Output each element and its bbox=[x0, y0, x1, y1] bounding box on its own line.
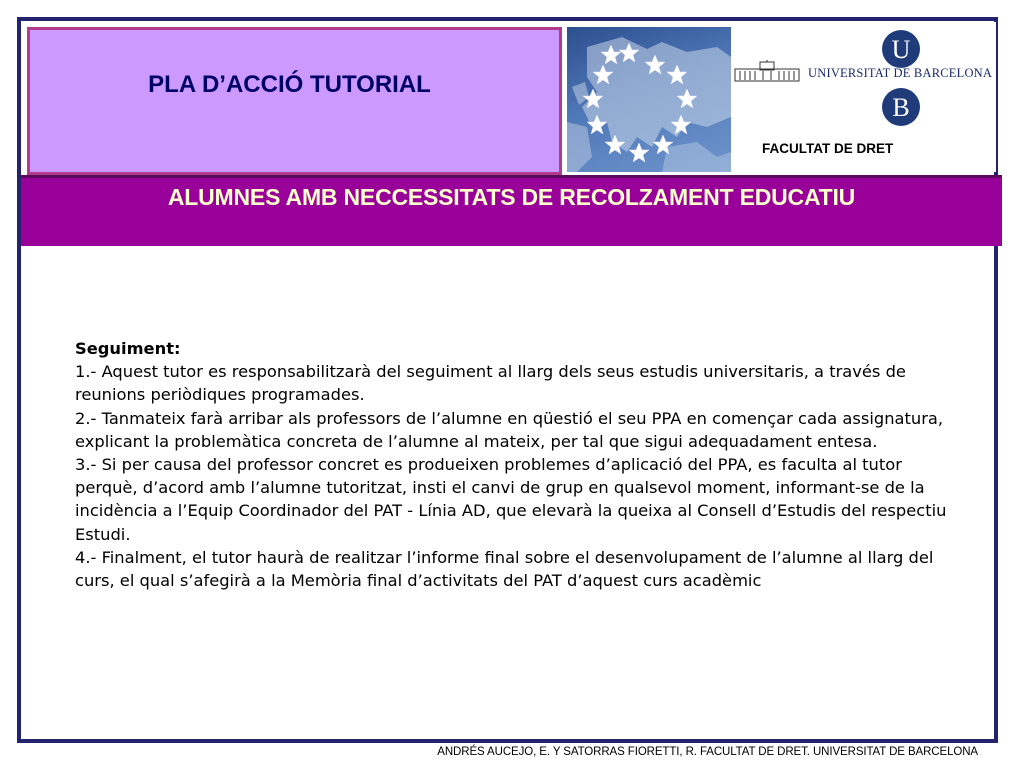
content-item-3: 3.- Si per causa del professor concret es produeixen problemes d’aplicació del PPA, es faculta al tutor perquè, d’acord amb l’alumne tutoritzat, insti el canvi de grup en qualsevol moment, informant-se de la incidència a l’Equip Coordinador del PAT - Línia AD, que elevarà la queixa al Consell d’Estudis del respectiu Estudi. bbox=[75, 455, 947, 544]
title-box bbox=[27, 27, 562, 175]
faculty-name: FACULTAT DE DRET bbox=[762, 141, 894, 156]
svg-text:U: U bbox=[891, 35, 911, 64]
content-heading: Seguiment: bbox=[75, 339, 181, 358]
footer-credit: ANDRÉS AUCEJO, E. Y SATORRAS FIORETTI, R. FACULTAT DE DRET. UNIVERSITAT DE BARCELONA bbox=[437, 746, 978, 758]
content-body bbox=[75, 337, 955, 592]
banner-title: ALUMNES AMB NECCESSITATS DE RECOLZAMENT EDUCATIU bbox=[167, 184, 856, 210]
content-item-4: 4.- Finalment, el tutor haurà de realitzar l’informe final sobre el desenvolupament de l’alumne al llarg del curs, el qual s’afegirà a la Memòria final d’activitats del PAT d’aquest curs acadèmic bbox=[75, 547, 934, 591]
page-title: PLA D’ACCIÓ TUTORIAL bbox=[148, 71, 431, 98]
eu-map-image bbox=[567, 27, 731, 172]
university-name: UNIVERSITAT DE BARCELONA bbox=[808, 66, 993, 80]
content-item-1: 1.- Aquest tutor es responsabilitzarà del seguiment al llarg dels seus estudis universitaris, a través de reunions periòdiques programades. bbox=[75, 362, 906, 405]
content-item-2: 2.- Tanmateix farà arribar als professors de l’alumne en qüestió el seu PPA en començar cada assignatura, explicant la problemàtica concreta de l’alumne al mateix, per tal que sigui adequadament entesa. bbox=[75, 408, 944, 451]
svg-text:B: B bbox=[892, 93, 910, 122]
university-building-icon bbox=[734, 60, 800, 82]
university-logo bbox=[734, 22, 996, 172]
section-banner bbox=[21, 175, 1002, 246]
